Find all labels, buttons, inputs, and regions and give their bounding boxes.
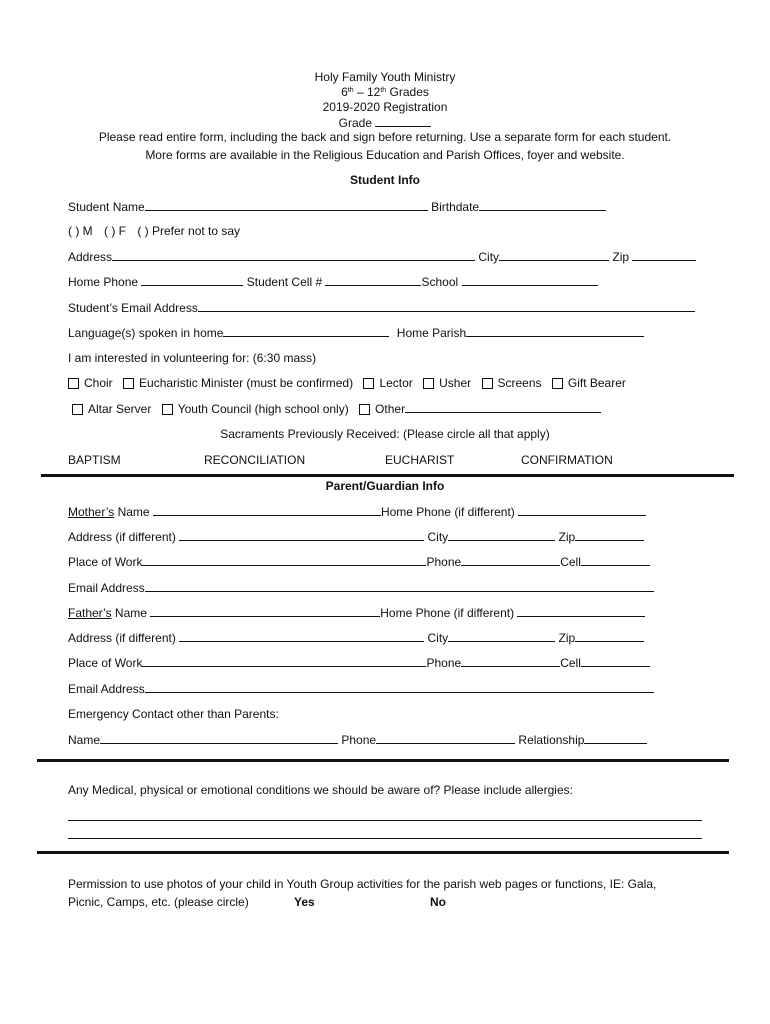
father-email-row <box>68 681 654 696</box>
mother-name-row <box>68 504 646 519</box>
gender-m[interactable]: ( ) M <box>68 224 93 238</box>
mother-phone-blank[interactable] <box>461 554 560 566</box>
home-parish-blank[interactable] <box>466 325 644 337</box>
emergency-name-blank[interactable] <box>100 732 338 744</box>
student-name-blank[interactable] <box>145 199 428 211</box>
student-name-row <box>68 199 606 214</box>
medical-answer-line-1[interactable] <box>68 820 702 821</box>
mother-work-row <box>68 554 650 569</box>
mother-email-blank[interactable] <box>145 580 654 592</box>
sacrament-confirmation[interactable]: CONFIRMATION <box>521 453 613 467</box>
father-label: Father’s <box>68 606 112 620</box>
father-address-row <box>68 630 644 645</box>
mother-zip-label: Zip <box>558 530 576 544</box>
city-blank[interactable] <box>499 249 609 261</box>
mother-label: Mother’s <box>68 505 115 519</box>
checkbox-other[interactable] <box>359 404 370 415</box>
volunteer-label: I am interested in volunteering for: (6:30 mass) <box>68 351 317 365</box>
birthdate-label: Birthdate <box>431 200 480 214</box>
father-name-word: Name <box>111 606 147 620</box>
section-divider <box>37 759 729 762</box>
father-email-blank[interactable] <box>145 681 654 693</box>
father-work-label: Place of Work <box>68 656 143 670</box>
checkbox-altar-server[interactable] <box>72 404 83 415</box>
section-divider <box>41 474 734 477</box>
mother-zip-blank[interactable] <box>575 529 644 541</box>
mother-home-phone-label: Home Phone (if different) <box>380 505 515 519</box>
home-parish-label: Home Parish <box>396 326 467 340</box>
mother-name-word: Name <box>114 505 150 519</box>
registration-year: 2019-2020 Registration <box>322 100 448 114</box>
zip-label: Zip <box>612 250 630 264</box>
mother-city-blank[interactable] <box>448 529 555 541</box>
emergency-row <box>68 732 647 747</box>
father-phone-blank[interactable] <box>461 655 560 667</box>
student-address-row <box>68 249 696 264</box>
instructions-2: More forms are available in the Religious Education and Parish Offices, foyer and website. <box>145 148 625 162</box>
language-row <box>68 325 644 340</box>
mother-cell-blank[interactable] <box>581 554 650 566</box>
sacraments-label: Sacraments Previously Received: (Please circle all that apply) <box>220 427 550 441</box>
option-usher: Usher <box>439 376 472 390</box>
school-blank[interactable] <box>462 274 598 286</box>
emergency-phone-blank[interactable] <box>376 732 515 744</box>
student-cell-blank[interactable] <box>325 274 421 286</box>
mother-email-row <box>68 580 654 595</box>
father-work-row <box>68 655 650 670</box>
emergency-relationship-blank[interactable] <box>584 732 647 744</box>
checkbox-lector[interactable] <box>363 378 374 389</box>
student-email-row <box>68 300 695 315</box>
grade-blank[interactable] <box>375 115 431 127</box>
volunteer-options-row-1 <box>68 376 626 390</box>
home-phone-blank[interactable] <box>141 274 243 286</box>
option-lector: Lector <box>379 376 413 390</box>
grade-label: Grade <box>338 116 372 130</box>
gender-row <box>68 224 240 238</box>
zip-blank[interactable] <box>632 249 696 261</box>
student-email-label: Student’s Email Address <box>68 301 198 315</box>
father-home-phone-label: Home Phone (if different) <box>380 606 515 620</box>
medical-question: Any Medical, physical or emotional conditions we should be aware of? Please include allergies: <box>68 783 573 797</box>
mother-work-label: Place of Work <box>68 555 143 569</box>
student-info-title: Student Info <box>350 173 420 187</box>
permission-yes[interactable]: Yes <box>294 895 315 909</box>
emergency-label: Emergency Contact other than Parents: <box>68 707 279 721</box>
checkbox-usher[interactable] <box>423 378 434 389</box>
father-zip-label: Zip <box>558 631 576 645</box>
address-label: Address <box>68 250 113 264</box>
form-org-title: Holy Family Youth Ministry <box>314 70 456 84</box>
parent-info-title: Parent/Guardian Info <box>325 479 445 493</box>
student-cell-label: Student Cell # <box>246 275 323 289</box>
mother-email-label: Email Address <box>68 581 145 595</box>
father-name-row <box>68 605 645 620</box>
father-email-label: Email Address <box>68 682 145 696</box>
father-city-label: City <box>427 631 449 645</box>
permission-text-1: Permission to use photos of your child in Youth Group activities for the parish web pages or functions, IE: Gala, <box>68 877 657 891</box>
mother-address-blank[interactable] <box>179 529 424 541</box>
checkbox-youth-council[interactable] <box>162 404 173 415</box>
checkbox-choir[interactable] <box>68 378 79 389</box>
mother-work-blank[interactable] <box>142 554 426 566</box>
father-cell-label: Cell <box>560 656 581 670</box>
sacrament-reconciliation[interactable]: RECONCILIATION <box>204 453 306 467</box>
mother-home-phone-blank[interactable] <box>518 504 646 516</box>
address-blank[interactable] <box>112 249 475 261</box>
father-name-blank[interactable] <box>150 605 380 617</box>
emergency-phone-label: Phone <box>341 733 377 747</box>
student-email-blank[interactable] <box>198 300 695 312</box>
father-city-blank[interactable] <box>448 630 555 642</box>
option-eucharistic-minister: Eucharistic Minister (must be confirmed) <box>139 376 354 390</box>
mother-address-row <box>68 529 644 544</box>
checkbox-screens[interactable] <box>482 378 493 389</box>
languages-blank[interactable] <box>223 325 389 337</box>
checkbox-gift-bearer[interactable] <box>552 378 563 389</box>
father-address-label: Address (if different) <box>68 631 176 645</box>
grades-line: 6th – 12th Grades <box>341 85 429 99</box>
student-phone-row <box>68 274 598 289</box>
student-name-label: Student Name <box>68 200 145 214</box>
other-blank[interactable] <box>405 401 601 413</box>
sacrament-baptism[interactable]: BAPTISM <box>68 453 121 467</box>
mother-phone-label: Phone <box>426 555 462 569</box>
permission-text-2: Picnic, Camps, etc. (please circle) <box>68 895 249 909</box>
father-phone-label: Phone <box>426 656 462 670</box>
mother-cell-label: Cell <box>560 555 581 569</box>
father-address-blank[interactable] <box>179 630 424 642</box>
section-divider <box>37 851 729 854</box>
emergency-name-label: Name <box>68 733 101 747</box>
option-youth-council: Youth Council (high school only) <box>177 402 349 416</box>
mother-name-blank[interactable] <box>153 504 381 516</box>
mother-address-label: Address (if different) <box>68 530 176 544</box>
school-label: School <box>421 275 459 289</box>
grade-field <box>0 115 770 131</box>
father-zip-blank[interactable] <box>575 630 644 642</box>
sacrament-eucharist[interactable]: EUCHARIST <box>385 453 455 467</box>
medical-answer-line-2[interactable] <box>68 838 702 839</box>
mother-city-label: City <box>427 530 449 544</box>
city-label: City <box>478 250 500 264</box>
gender-prefer-not[interactable]: ( ) Prefer not to say <box>137 224 241 238</box>
father-home-phone-blank[interactable] <box>517 605 645 617</box>
option-gift-bearer: Gift Bearer <box>567 376 626 390</box>
languages-label: Language(s) spoken in home <box>68 326 224 340</box>
option-altar-server: Altar Server <box>88 402 152 416</box>
birthdate-blank[interactable] <box>479 199 606 211</box>
instructions-1: Please read entire form, including the back and sign before returning. Use a separate form for each student. <box>98 130 672 144</box>
permission-no[interactable]: No <box>430 895 446 909</box>
father-work-blank[interactable] <box>142 655 426 667</box>
option-screens: Screens <box>497 376 542 390</box>
gender-f[interactable]: ( ) F <box>104 224 126 238</box>
option-choir: Choir <box>84 376 113 390</box>
home-phone-label: Home Phone <box>68 275 139 289</box>
option-other: Other <box>375 402 406 416</box>
volunteer-options-row-2 <box>72 401 601 416</box>
checkbox-eucharistic-minister[interactable] <box>123 378 134 389</box>
father-cell-blank[interactable] <box>581 655 650 667</box>
emergency-relationship-label: Relationship <box>518 733 585 747</box>
